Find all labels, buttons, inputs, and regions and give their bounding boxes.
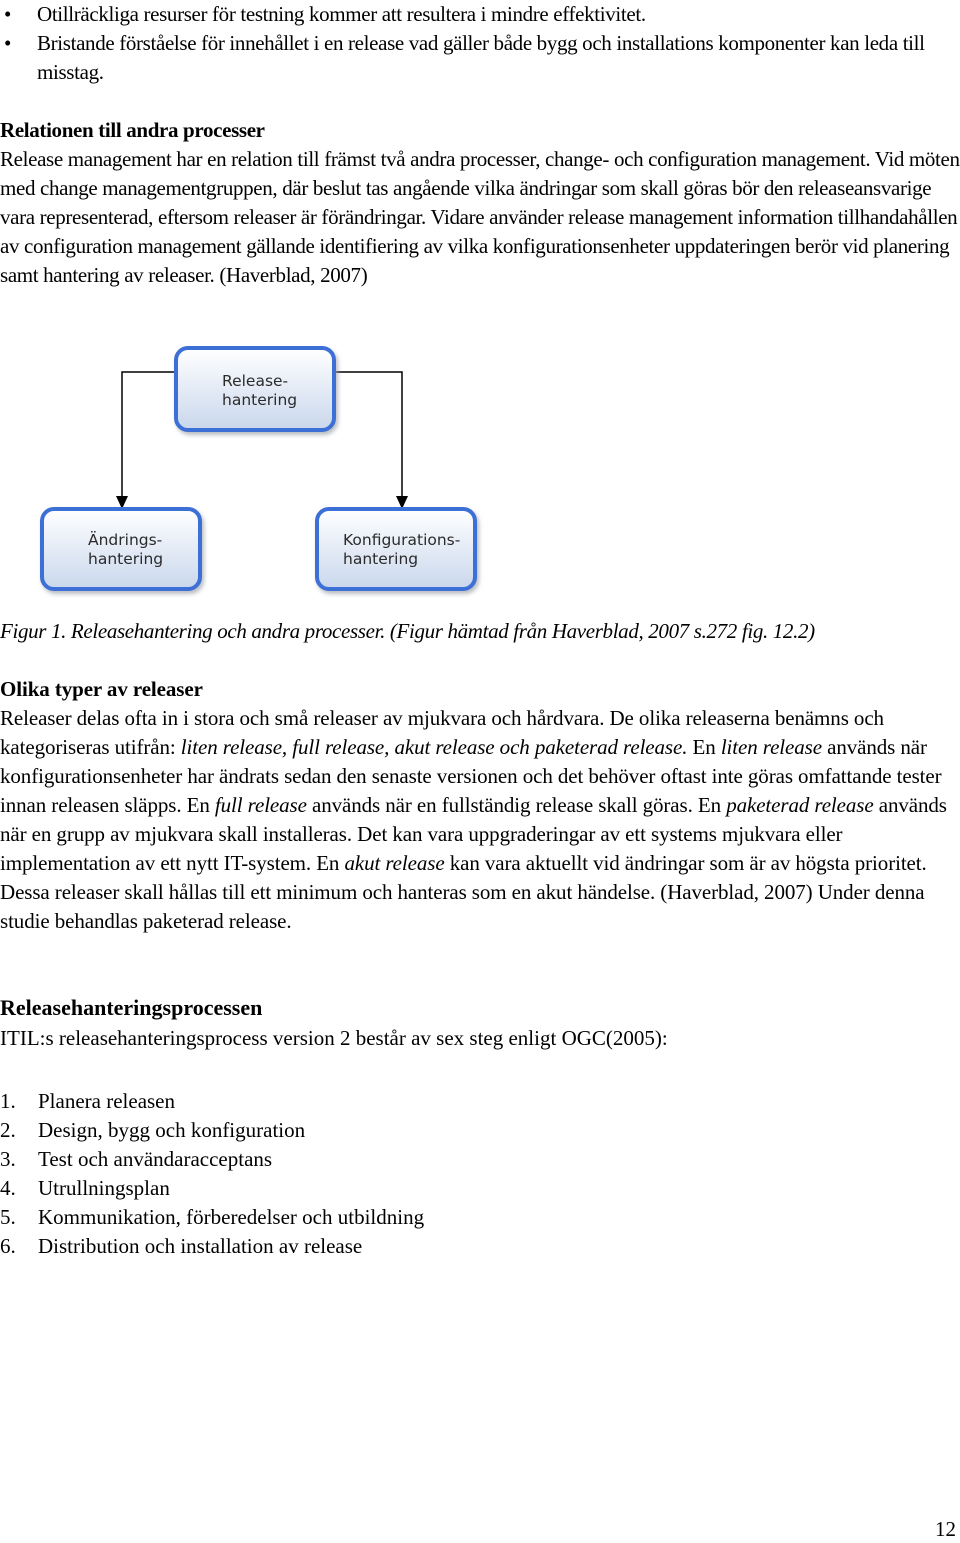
bullet-list bbox=[0, 0, 960, 87]
connector-line-right bbox=[334, 372, 402, 502]
section-paragraph: ITIL:s releasehanteringsprocess version 2 består av sex steg enligt OGC(2005): bbox=[0, 1026, 668, 1050]
section-olika-typer bbox=[0, 675, 960, 936]
box-release-label: Release- hantering bbox=[222, 372, 298, 409]
section-heading: Relationen till andra processer bbox=[0, 118, 265, 142]
section-heading: Releasehanteringsprocessen bbox=[0, 995, 263, 1020]
figure-caption: Figur 1. Releasehantering och andra processer. (Figur hämtad från Haverblad, 2007 s.272 fig. 12.2) bbox=[0, 619, 815, 643]
section-paragraph: Release management har en relation till främst två andra processer, change- och configuration management. Vid möten med change managementgruppen, där beslut tas angående vilka ändringar som skall göras bör den releaseansvarige vara representerad, eftersom releaser är förändringar. Vidare använder release management information tillhandahållen av configuration management gällande identifiering av vilka konfigurationsenheter uppdateringen berör vid planering samt hantering av releaser. (Haverblad, 2007) bbox=[0, 147, 960, 287]
connector-line-left bbox=[122, 372, 176, 502]
list-item: 3. Test och användaracceptans bbox=[0, 1147, 273, 1171]
section-releasehanteringsprocessen bbox=[0, 992, 960, 1053]
list-item: 1. Planera releasen bbox=[0, 1089, 176, 1113]
box-andring-label: Ändrings- hantering bbox=[88, 531, 164, 568]
page-number: 12 bbox=[935, 1517, 956, 1541]
list-item: 2. Design, bygg och konfiguration bbox=[0, 1118, 306, 1142]
bullet-icon: • bbox=[4, 2, 12, 26]
box-konfiguration-label: Konfigurations- hantering bbox=[343, 531, 461, 568]
bullet-text: Otillräckliga resurser för testning kommer att resultera i mindre effektivitet. bbox=[37, 2, 646, 26]
bullet-text: Bristande förståelse för innehållet i en release vad gäller både bygg och installations komponenter kan leda till misstag. bbox=[37, 31, 925, 84]
process-diagram bbox=[30, 340, 490, 600]
section-paragraph: Releaser delas ofta in i stora och små releaser av mjukvara och hårdvara. De olika releaserna benämns och kategoriseras utifrån: liten release, full release, akut release och paketerad release. En liten release används när konfigurationsenheter har ändrats sedan den senaste versionen och det behöver oftast inte göras omfattande tester innan releasen släpps. En full release används när en fullständig release skall göras. En paketerad release används när en grupp av mjukvara skall installeras. Det kan vara uppgraderingar av ett systems mjukvara eller implementation av ett nytt IT-system. En akut release kan vara aktuellt vid ändringar som är av högsta prioritet. Dessa releaser skall hållas till ett minimum och hanteras som en akut händelse. (Haverblad, 2007) Under denna studie behandlas paketerad release. bbox=[0, 706, 947, 933]
section-heading: Olika typer av releaser bbox=[0, 677, 203, 701]
list-item: 5. Kommunikation, förberedelser och utbildning bbox=[0, 1205, 425, 1229]
bullet-item bbox=[0, 29, 960, 87]
list-item: 6. Distribution och installation av release bbox=[0, 1234, 363, 1258]
bullet-icon: • bbox=[4, 31, 12, 55]
bullet-item bbox=[0, 0, 960, 29]
process-steps-list bbox=[0, 1087, 424, 1261]
section-relationen bbox=[0, 116, 960, 290]
list-item: 4. Utrullningsplan bbox=[0, 1176, 170, 1200]
